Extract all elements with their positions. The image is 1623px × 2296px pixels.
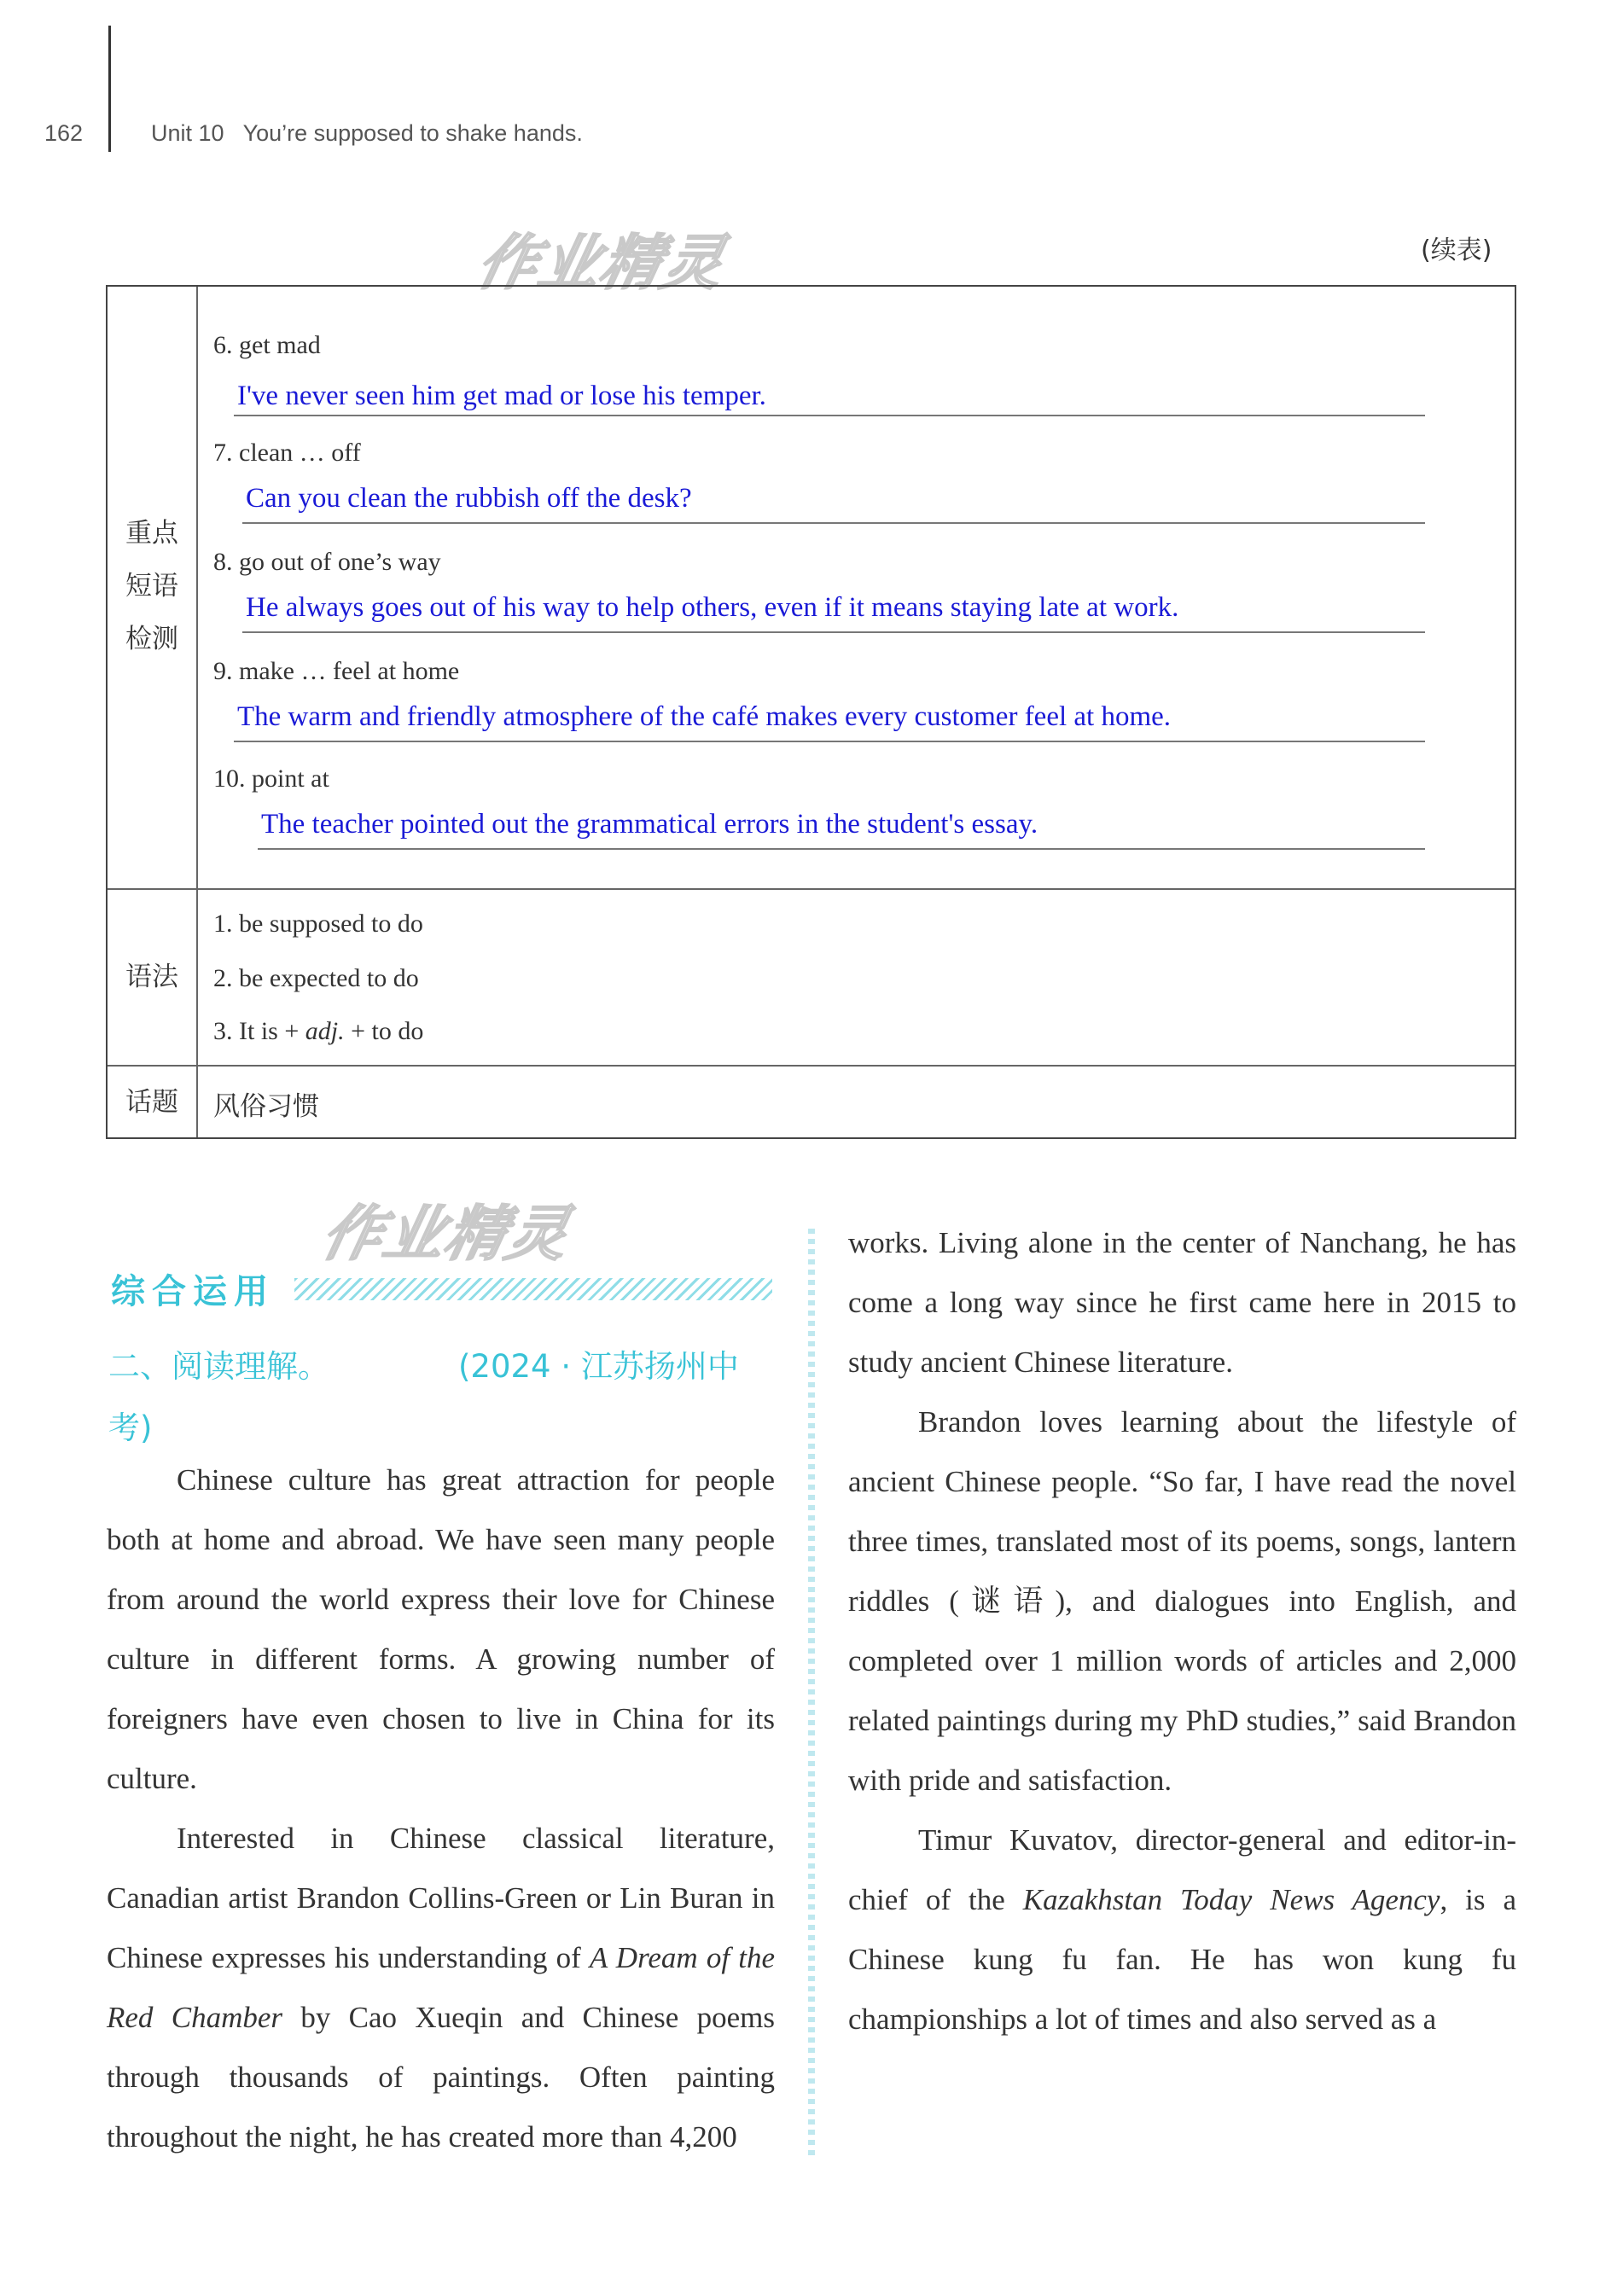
article-paragraph: Brandon loves learning about the lifestyle of ancient Chinese people. “So far, I have read the novel three times, translated most of its poems, songs, lantern riddles (谜语), and dialogues into English, and completed over 1 million words of articles and 2,000 related paintings during my PhD studies,” said Brandon with pride and satisfaction.	[848, 1405, 1516, 1797]
section-hatch-decoration	[294, 1278, 772, 1300]
answer-line	[234, 741, 1425, 742]
topic-value: 风俗习惯	[213, 1091, 319, 1122]
grammar-item: 2. be expected to do	[213, 964, 419, 992]
watermark-logo: 作业精灵	[316, 1199, 577, 1269]
phrase-answer: I've never seen him get mad or lose his temper.	[237, 381, 766, 411]
article-right-column	[848, 1213, 1516, 2049]
phrase-answer: The warm and friendly atmosphere of the café makes every customer feel at home.	[237, 701, 1172, 732]
answer-line	[242, 631, 1425, 633]
article-paragraph: Interested in Chinese classical literature, Canadian artist Brandon Collins-Green or Lin Buran in Chinese expresses his understanding of A Dream of the Red Chamber by Cao Xueqin and Chinese poems through thousands of paintings. Often painting throughout the night, he has created more than 4,200	[107, 1822, 775, 2154]
section-label: 综合运用	[111, 1272, 275, 1311]
page-number: 162	[44, 120, 84, 146]
phrase-label: 7. clean … off	[213, 439, 361, 467]
phrase-label: 9. make … feel at home	[213, 657, 460, 685]
article-paragraph-continued: works. Living alone in the center of Nanchang, he has come a long way since he first came here in 2015 to study ancient Chinese literature.	[848, 1226, 1516, 1379]
article-paragraph: Chinese culture has great attraction for people both at home and abroad. We have seen many people from around the world express their love for Chinese culture in different forms. A growing number of foreigners have even chosen to live in China for its culture.	[107, 1463, 775, 1795]
phrase-label: 6. get mad	[213, 331, 321, 359]
phrase-grammar-table	[106, 285, 1516, 1139]
header-rule	[108, 26, 111, 152]
grammar-item: 3. It is + adj. + to do	[213, 1017, 424, 1045]
category-grammar: 语法	[125, 962, 178, 992]
column-divider	[808, 1229, 815, 2159]
answer-line	[258, 848, 1425, 850]
category-key-phrases: 重点 短语 检测	[125, 518, 178, 654]
phrase-answer: The teacher pointed out the grammatical errors in the student's essay.	[261, 809, 1038, 840]
watermark-logo: 作业精灵	[471, 228, 732, 298]
reading-subheading	[108, 1336, 778, 1446]
subheading-source: (2024 · 江苏扬州中	[458, 1348, 739, 1385]
table-column-divider	[196, 287, 198, 1137]
unit-title: Unit 10 You’re supposed to shake hands.	[151, 120, 583, 146]
subheading-source-cont: 考)	[108, 1410, 153, 1446]
continued-label: (续表)	[1421, 235, 1492, 265]
answer-line	[234, 415, 1425, 416]
subheading-text: 二、阅读理解。	[108, 1348, 329, 1385]
article-left-column	[107, 1450, 775, 2167]
table-row-divider	[108, 1065, 1515, 1067]
phrase-answer: He always goes out of his way to help others, even if it means staying late at work.	[246, 592, 1179, 623]
grammar-item: 1. be supposed to do	[213, 910, 423, 938]
phrase-label: 8. go out of one’s way	[213, 548, 441, 576]
category-topic: 话题	[125, 1087, 178, 1118]
phrase-answer: Can you clean the rubbish off the desk?	[246, 483, 692, 514]
phrase-label: 10. point at	[213, 764, 329, 793]
answer-line	[242, 522, 1425, 524]
table-row-divider	[108, 888, 1515, 890]
article-paragraph: Timur Kuvatov, director-general and editor-in-chief of the Kazakhstan Today News Agency, is a Chinese kung fu fan. He has won kung fu championships a lot of times and also served as a	[848, 1823, 1516, 2036]
